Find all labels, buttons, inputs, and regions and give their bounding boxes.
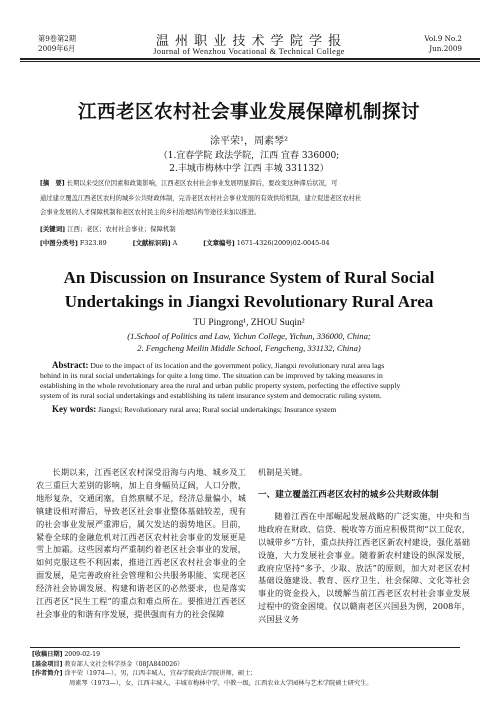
fund-text: 教育部人文社会科学基金（08JA840026） [64,660,184,668]
journal-name-cn: 温 州 职 业 技 术 学 院 学 报 [155,34,343,49]
header-date-en: Jun.2009 [429,44,462,53]
keywords-cn-label: [关键词] [40,225,66,233]
keywords-en-text: Jiangxi; Revolutionary rural area; Rural social undertakings; Insurance system [98,405,337,414]
journal-name-en: Journal of Wenzhou Vocational & Technical College [153,47,345,56]
keywords-en-label: Key words: [52,404,97,414]
header-date: 2009年6月 [38,44,76,53]
abstract-en-line-3: establishing in the whole revolutionary area the rural and urban public property system, perfecting the effective supply [40,381,401,390]
abstract-en-label: Abstract: [52,360,89,370]
article-id-label: [文章编号] [203,239,235,247]
abstract-cn-line-1: 长期以来受区位因素和政策影响，江西老区农村社会事业发展明显滞后，要改变这种滞后状况，可 [66,180,338,187]
header-rule-thin [20,61,480,62]
received-date: 2009-02-19 [64,651,101,658]
abstract-cn-line-3: 会事业发展的人才保障机制和老区农村民主的乡村治理结构等途径来加以推进。 [40,209,261,216]
section-heading-1: 一、建立覆盖江西老区农村的城乡公共财政体制 [258,489,439,500]
body-column-left [36,466,246,621]
body-paragraph: 随着江西在中部崛起发展战略的广泛实施，中央和当地政府在财政、信贷、税收等方面应积极贯彻“以工促农，以城带乡”方针，重点扶持江西老区新农村建设，强化基础设施，大力发展社会事业。随着新农村建设的纵深发展，政府应坚持“多予、少取、放活”的原则，加大对老区农村基础设施建设、教育、医疗卫生、社会保障、文化等社会事业的资金投入，以缓解当前江西老区农村社会事业发展过程中的资金困境。仅以赣南老区兴国县为例，2008年，兴国县义务 [258,510,470,625]
english-title-line-1: An Discussion on Insurance System of Rural Social [63,268,435,287]
article-id-value: 1671-4326(2009)02-0045-04 [236,239,330,247]
header-volume: 第9卷第2期 [38,34,76,43]
abstract-en-line-1: Due to the impact of its location and the government policy, Jiangxi revolutionary rural area lags [90,361,385,370]
body-column-right [258,466,470,626]
fund-label: [基金项目] [32,660,63,668]
abstract-en [40,360,460,401]
author-bio-2: 周素琴（1973—），女，江西丰城人，丰城市梅林中学，中教一级，江西农业大学园林与艺术学院硕士研究生。 [69,680,373,688]
abstract-en-line-2: behind in its rural social undertakings for quite a long time. The situation can be improved by taking measures in [40,371,383,380]
doc-code-label: [文献标识码] [132,239,171,247]
author-bio-label: [作者简介] [32,670,63,678]
affiliation-en-1: (1.School of Politics and Law, Yichun College, Yichun, 336000, China; [127,331,371,341]
body-continuation: 机制是关键。 [258,467,308,477]
doc-code-value: A [172,239,178,247]
header-rule [20,58,480,60]
affiliation-cn-2: 2.丰城市梅林中学 江西 丰城 331132） [169,164,329,174]
keywords-cn-text: 江西；老区；农村社会事业；保障机制 [67,225,176,233]
page-title: 江西老区农村社会事业发展保障机制探讨 [77,102,420,123]
footnotes [32,650,472,689]
author-bio-1: 涂平荣（1974—），男，江西丰城人，宜春学院政法学院讲师，硕士； [64,670,257,678]
classification-line [40,239,460,248]
keywords-en [52,404,336,414]
received-label: [收稿日期] [32,651,63,658]
keywords-cn [40,225,176,234]
abstract-cn-line-2: 通过建立覆盖江西老区农村的城乡公共财政体制，完善老区农村社会事业发展的有效供给机制，建立促进老区农村社 [40,194,362,202]
abstract-cn-label: [摘 要] [40,180,65,187]
abstract-cn [40,180,460,218]
affiliation-en-2: 2. Fengcheng Meilin Middle School, Fengcheng, 331132, China) [137,343,361,353]
authors-cn: 涂平荣¹，周素琴² [209,136,289,147]
clc-value: F323.89 [79,239,107,247]
abstract-en-line-4: system of its rural social undertakings and establishing its talent insurance system and democratic ruling system. [40,391,382,400]
affiliation-cn-1: （1.宜春学院 政法学院，江西 宜春 336000; [158,151,340,161]
english-title-line-2: Undertakings in Jiangxi Revolutionary Rural Area [64,292,434,311]
clc-label: [中图分类号] [40,239,78,247]
authors-en: TU Pingrong¹, ZHOU Suqin² [193,318,305,328]
footnote-rule [30,647,460,648]
header-volume-en: Vol.9 No.2 [424,34,462,43]
body-paragraph: 长期以来，江西老区农村深受沿海与内地、城乡及工农三重巨大差别的影响，加上自身幅员辽阔，人口分散，地形复杂，交通闭塞，自然禀赋不足，经济总量偏小，城镇建设相对滞后，导致老区社会事业整体基础较差，现有的社会事业发展严重滞后，属欠发达的弱势地区。目前，紧卷全球的金融危机对江西老区农村社会事业的发展更是雪上加霜。这些因素均严重制约着老区社会事业的发展，如何克服这些不利因素，推进江西老区农村社会事业的全面发展，是完善政府社会管理和公共服务职能、实现老区经济社会协调发展、构建和谐老区的必然要求，也是落实江西老区“民生工程”的重点和难点所在。要推进江西老区社会事业的和谐有序发展，提供强而有力的社会保障 [36,467,246,619]
